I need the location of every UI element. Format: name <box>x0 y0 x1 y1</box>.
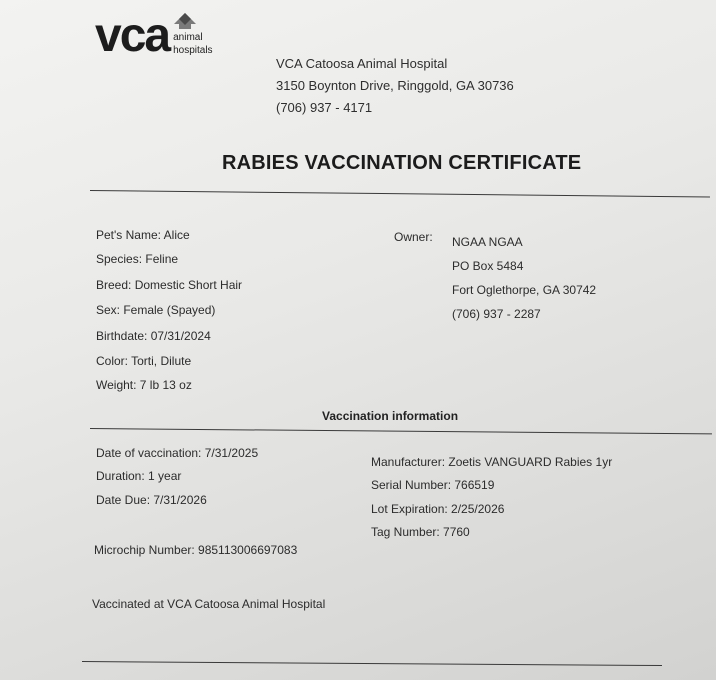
vaccination-duration: Duration: 1 year <box>96 469 182 483</box>
pet-birthdate: Birthdate: 07/31/2024 <box>96 329 211 343</box>
microchip-number: Microchip Number: 985113006697083 <box>94 543 298 557</box>
vaccine-serial-number: Serial Number: 766519 <box>371 478 495 492</box>
pet-species: Species: Feline <box>96 252 179 266</box>
logo-subtitle-2: hospitals <box>173 45 213 56</box>
owner-phone: (706) 937 - 2287 <box>452 307 541 321</box>
pet-breed: Breed: Domestic Short Hair <box>96 278 243 292</box>
vaccination-location: Vaccinated at VCA Catoosa Animal Hospital <box>92 597 326 611</box>
vaccination-divider <box>90 428 712 434</box>
vaccination-date: Date of vaccination: 7/31/2025 <box>96 446 259 460</box>
clinic-name: VCA Catoosa Animal Hospital <box>276 56 448 71</box>
logo-wordmark: vca <box>95 9 170 62</box>
vaccine-manufacturer: Manufacturer: Zoetis VANGUARD Rabies 1yr <box>371 455 613 469</box>
owner-address-2: Fort Oglethorpe, GA 30742 <box>452 283 597 297</box>
clinic-phone: (706) 937 - 4171 <box>276 100 373 115</box>
rabies-tag-number: Tag Number: 7760 <box>371 525 470 539</box>
clinic-address: 3150 Boynton Drive, Ringgold, GA 30736 <box>276 78 514 93</box>
pet-sex: Sex: Female (Spayed) <box>96 303 216 317</box>
signature-line <box>82 661 662 666</box>
clinic-info <box>276 53 514 119</box>
vaccine-lot-expiration: Lot Expiration: 2/25/2026 <box>371 502 505 516</box>
owner-name: NGAA NGAA <box>452 235 523 249</box>
house-icon <box>173 12 197 30</box>
pet-name: Pet's Name: Alice <box>96 228 190 242</box>
pet-color: Color: Torti, Dilute <box>96 354 192 368</box>
vaccination-heading: Vaccination information <box>322 409 459 423</box>
vaccination-due-date: Date Due: 7/31/2026 <box>96 493 207 507</box>
pet-weight: Weight: 7 lb 13 oz <box>96 378 192 392</box>
owner-label: Owner: <box>394 230 433 244</box>
owner-address-1: PO Box 5484 <box>452 259 524 273</box>
certificate-title: RABIES VACCINATION CERTIFICATE <box>222 152 582 174</box>
logo-subtitle-1: animal <box>173 32 203 43</box>
vca-logo <box>95 6 213 66</box>
owner-details <box>452 230 596 326</box>
title-divider <box>90 190 710 197</box>
